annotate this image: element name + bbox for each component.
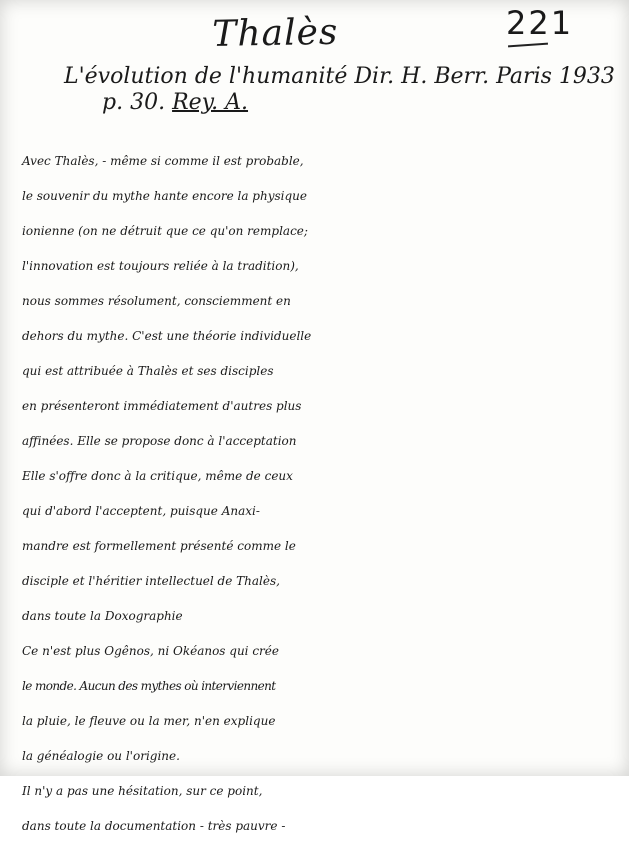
- handwritten-body: [22, 144, 622, 844]
- body-line: en présenteront immédiatement d'autres plus: [22, 399, 302, 413]
- body-line: mandre est formellement présenté comme le: [22, 539, 296, 553]
- body-line: l'innovation est toujours reliée à la tradition),: [22, 259, 299, 273]
- body-line: qui d'abord l'acceptent, puisque Anaxi-: [22, 504, 260, 518]
- reference-line-2: [102, 90, 615, 116]
- body-line: dans toute la Doxographie: [22, 609, 183, 623]
- body-line: Il n'y a pas une hésitation, sur ce point,: [22, 784, 263, 798]
- reference-line-1: L'évolution de l'humanité Dir. H. Berr. Paris 1933: [64, 64, 615, 89]
- reference-author: Rey. A.: [172, 90, 249, 116]
- body-line: Elle s'offre donc à la critique, même de ceux: [22, 469, 293, 483]
- body-line: disciple et l'héritier intellectuel de Thalès,: [22, 574, 280, 588]
- body-line: dehors du mythe. C'est une théorie individuelle: [22, 329, 312, 343]
- reference-page: p. 30.: [102, 90, 166, 116]
- page-title: Thalès: [212, 11, 339, 55]
- body-line: qui est attribuée à Thalès et ses disciples: [22, 364, 274, 378]
- page-number-underline: [508, 43, 548, 48]
- page-number: 221: [506, 4, 574, 42]
- body-line: ionienne (on ne détruit que ce qu'on remplace;: [22, 224, 308, 238]
- body-line: Ce n'est plus Ogênos, ni Okéanos qui crée: [22, 644, 279, 658]
- body-line: le souvenir du mythe hante encore la physique: [22, 189, 307, 203]
- bibliographic-reference: [64, 64, 615, 117]
- body-line: dans toute la documentation - très pauvre -: [22, 819, 286, 833]
- body-line: Avec Thalès, - même si comme il est probable,: [22, 154, 304, 168]
- body-line: la généalogie ou l'origine.: [22, 749, 180, 763]
- body-line: affinées. Elle se propose donc à l'acceptation: [22, 434, 297, 448]
- body-line: la pluie, le fleuve ou la mer, n'en explique: [22, 714, 276, 728]
- body-line: le monde. Aucun des mythes où interviennent: [22, 679, 276, 693]
- body-line: nous sommes résolument, consciemment en: [22, 294, 291, 308]
